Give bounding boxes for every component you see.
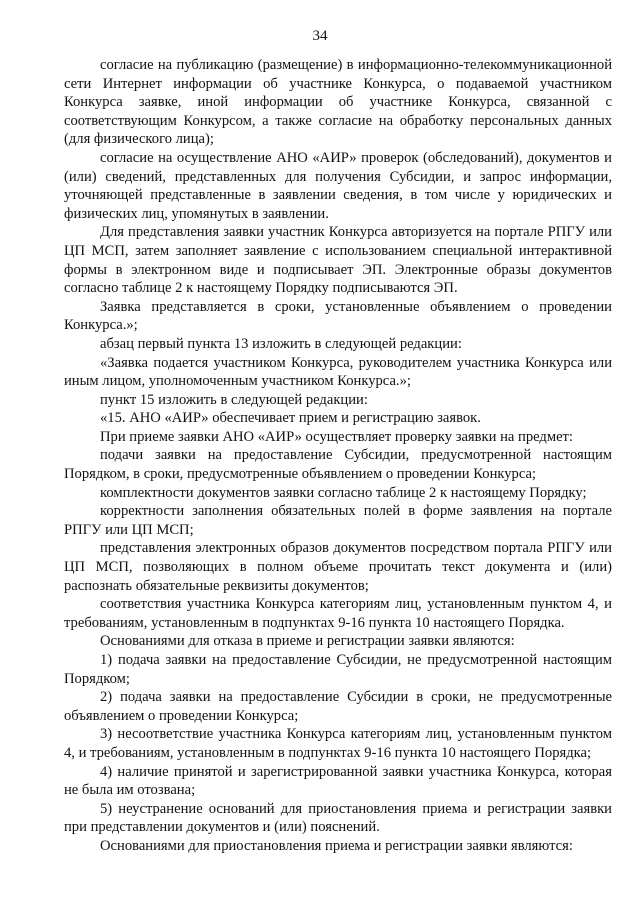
paragraph: подачи заявки на предоставление Субсидии, предусмотренной настоящим Порядком, в сроки, предусмотренные объявлением о проведении Конкурса;	[64, 447, 612, 483]
list-item: 1) подача заявки на предоставление Субсидии, не предусмотренной настоящим Порядком;	[64, 652, 612, 687]
paragraph: Заявка представляется в сроки, установленные объявлением о проведении Конкурса.»;	[64, 298, 612, 334]
paragraph: представления электронных образов документов посредством портала РПГУ или ЦП МСП, позволяющих в полном объеме прочитать текст документа и (или) распознать обязательные реквизиты документов;	[64, 540, 612, 594]
paragraph: Основаниями для отказа в приеме и регистрации заявки являются:	[100, 633, 515, 650]
paragraph: «Заявка подается участником Конкурса, руководителем участника Конкурса или иным лицом, уполномоченным участником Конкурса.»;	[64, 354, 612, 390]
paragraph: пункт 15 изложить в следующей редакции:	[100, 391, 368, 408]
list-item: 3) несоответствие участника Конкурса категориям лиц, установленным пунктом 4, и требованиям, установленным в подпунктах 9-16 пункта 10 настоящего Порядка;	[64, 726, 612, 761]
paragraph: согласие на публикацию (размещение) в информационно-телекоммуникационной сети Интернет информации об участнике Конкурса, о подаваемой участником Конкурса заявке, иной информации об участнике Конкурса, связанной с соответствующим Конкурсом, а также согласие на обработку персональных данных (для физического лица);	[64, 57, 612, 148]
paragraph: согласие на осуществление АНО «АИР» проверок (обследований), документов и (или) сведений, представленных для получения Субсидии, и запрос информации, уточняющей представленные в заявлении сведения, в том числе у юридических и физических лиц, упомянутых в заявлении.	[64, 149, 612, 222]
document-body	[64, 56, 612, 856]
paragraph: абзац первый пункта 13 изложить в следующей редакции:	[100, 335, 462, 352]
page-number: 34	[312, 28, 328, 44]
list-item: 2) подача заявки на предоставление Субсидии в сроки, не предусмотренные объявлением о проведении Конкурса;	[64, 689, 612, 724]
list-item: 4) наличие принятой и зарегистрированной заявки участника Конкурса, которая не была им отозвана;	[64, 763, 612, 799]
list-item: 5) неустранение оснований для приостановления приема и регистрации заявки при представлении документов и (или) пояснений.	[64, 800, 612, 836]
paragraph: При приеме заявки АНО «АИР» осуществляет проверку заявки на предмет:	[100, 428, 573, 445]
paragraph: корректности заполнения обязательных полей в форме заявления на портале РПГУ или ЦП МСП;	[64, 503, 612, 538]
paragraph: Для представления заявки участник Конкурса авторизуется на портале РПГУ или ЦП МСП, затем заполняет заявление с использованием специальной интерактивной формы в электронном виде и подписывает ЭП. Электронные образы документов согласно таблице 2 к настоящему Порядку подписываются ЭП.	[64, 224, 612, 297]
paragraph: соответствия участника Конкурса категориям лиц, установленным пунктом 4, и требованиям, установленным в подпунктах 9-16 пункта 10 настоящего Порядка.	[64, 596, 612, 631]
paragraph: «15. АНО «АИР» обеспечивает прием и регистрацию заявок.	[100, 410, 481, 427]
paragraph: комплектности документов заявки согласно таблице 2 к настоящему Порядку;	[100, 484, 587, 501]
paragraph: Основаниями для приостановления приема и регистрации заявки являются:	[100, 837, 573, 854]
